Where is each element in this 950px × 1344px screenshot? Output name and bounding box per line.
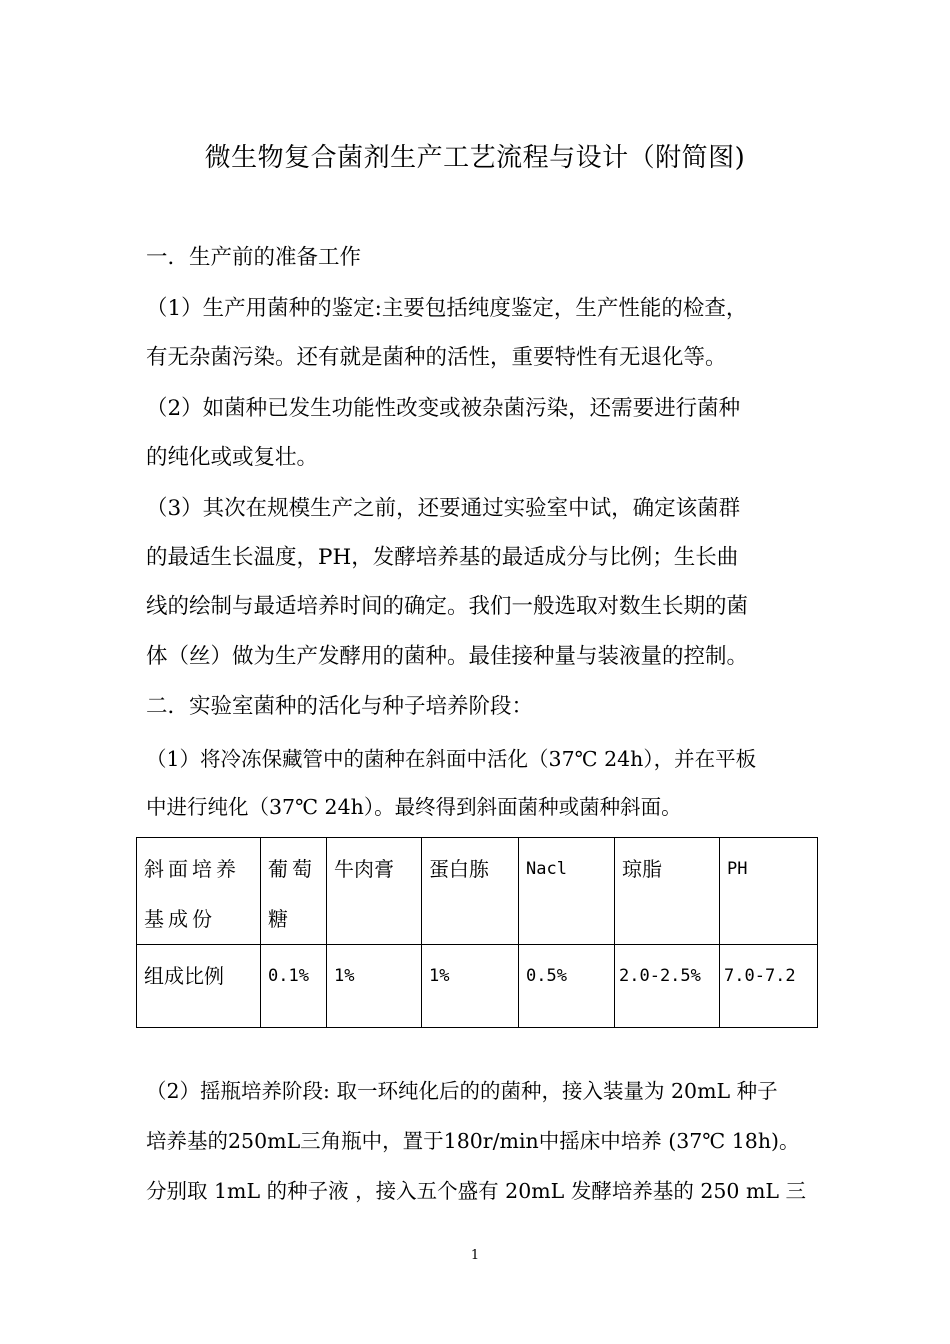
document-title: 微生物复合菌剂生产工艺流程与设计（附简图) <box>204 143 746 173</box>
table-header-cell: 蛋白胨 <box>422 838 519 945</box>
table-header-cell: 斜面培养基成份 <box>137 838 261 945</box>
paragraph-line: 中进行纯化（37℃ 24h）。最终得到斜面菌种或菌种斜面。 <box>146 795 682 819</box>
table-header-cell: 琼脂 <box>615 838 720 945</box>
medium-composition-table <box>136 837 818 1028</box>
paragraph-line: （1）将冷冻保藏管中的菌种在斜面中活化（37℃ 24h），并在平板 <box>146 747 757 771</box>
paragraph-line: 的纯化或或复壮。 <box>146 445 319 470</box>
table-header-cell: 葡萄糖 <box>261 838 327 945</box>
table-cell: 0.5% <box>519 945 615 1028</box>
page-number: 1 <box>470 1248 480 1263</box>
table-header-row <box>137 838 818 945</box>
paragraph-line: 体（丝）做为生产发酵用的菌种。最佳接种量与装液量的控制。 <box>146 644 749 669</box>
paragraph-line: 线的绘制与最适培养时间的确定。我们一般选取对数生长期的菌 <box>146 594 749 619</box>
table-cell: 7.0-7.2 <box>720 945 818 1028</box>
paragraph-line: 分别取 1mL 的种子液 ，接入五个盛有 20mL 发酵培养基的 250 mL 三 <box>146 1179 807 1203</box>
table-cell: 0.1% <box>261 945 327 1028</box>
table-cell: 组成比例 <box>137 945 261 1028</box>
table-cell: 1% <box>422 945 519 1028</box>
section-1-heading: 一．生产前的准备工作 <box>146 245 362 270</box>
table-header-cell: Nacl <box>519 838 615 945</box>
paragraph-line: （3）其次在规模生产之前，还要通过实验室中试，确定该菌群 <box>146 496 741 521</box>
paragraph-line: 的最适生长温度，PH，发酵培养基的最适成分与比例；生长曲 <box>146 545 739 570</box>
paragraph-line: （2）如菌种已发生功能性改变或被杂菌污染，还需要进行菌种 <box>146 396 741 421</box>
paragraph-line: （1）生产用菌种的鉴定:主要包括纯度鉴定，生产性能的检查， <box>146 296 748 321</box>
table-header-cell: 牛肉膏 <box>327 838 422 945</box>
paragraph-line: （2）摇瓶培养阶段: 取一环纯化后的的菌种，接入装量为 20mL 种子 <box>146 1079 778 1103</box>
section-2-heading: 二．实验室菌种的活化与种子培养阶段： <box>146 694 534 719</box>
paragraph-line: 有无杂菌污染。还有就是菌种的活性，重要特性有无退化等。 <box>146 345 727 370</box>
table-cell: 1% <box>327 945 422 1028</box>
table-cell: 2.0-2.5% <box>615 945 720 1028</box>
paragraph-line: 培养基的250mL三角瓶中，置于180r/min中摇床中培养 (37℃ 18h)。 <box>146 1129 800 1153</box>
table-row <box>137 945 818 1028</box>
table-header-cell: PH <box>720 838 818 945</box>
